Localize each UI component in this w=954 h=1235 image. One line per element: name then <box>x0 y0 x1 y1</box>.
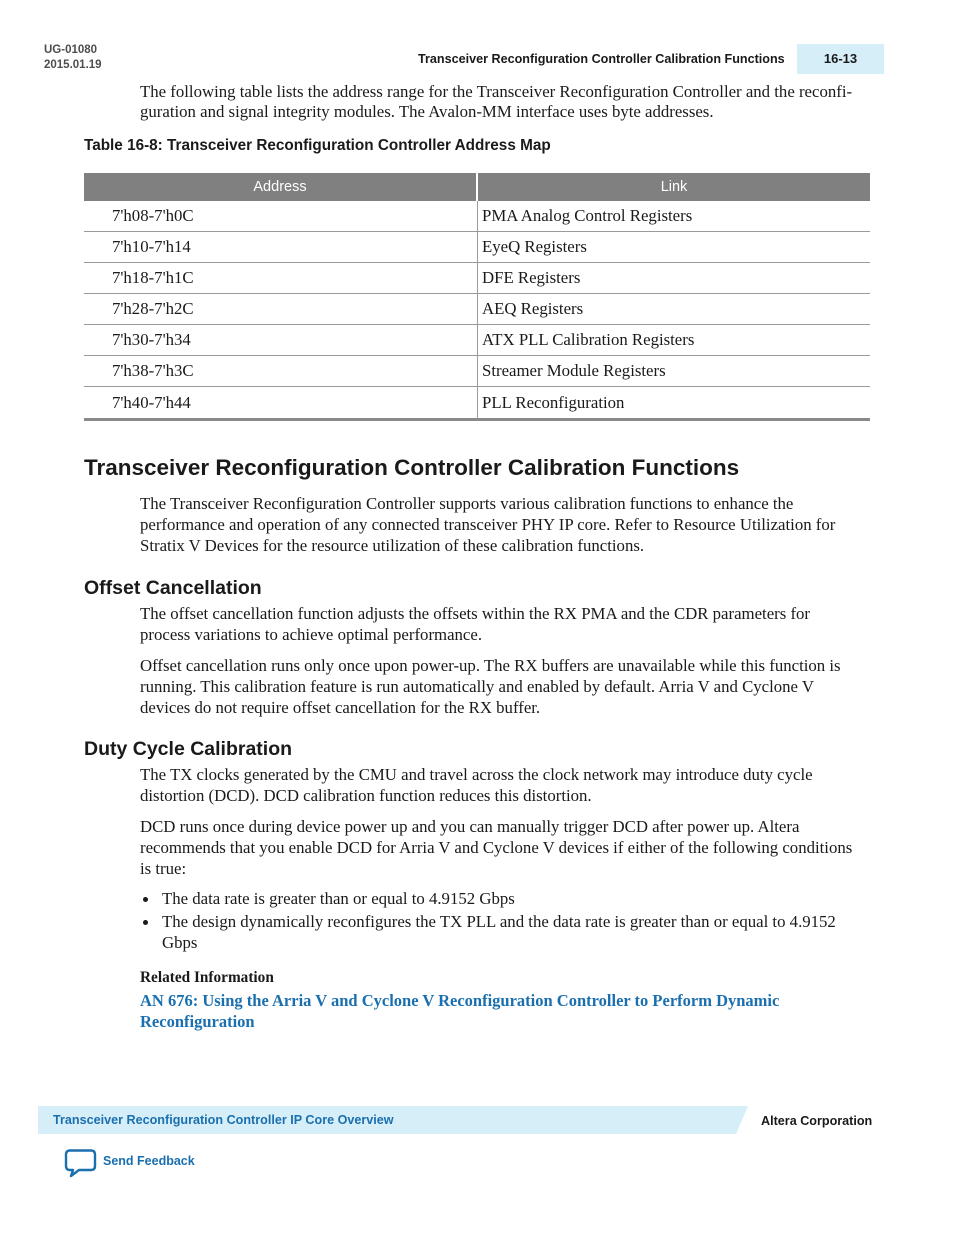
intro-paragraph <box>140 82 852 122</box>
address-map-table <box>84 173 870 421</box>
list-item-text <box>162 889 515 910</box>
doc-date: 2015.01.19 <box>44 59 102 71</box>
list-item-line: The data rate is greater than or equal to 4.9152 Gbps <box>162 889 515 908</box>
related-link-line[interactable]: Reconfiguration <box>140 1012 255 1031</box>
list-item <box>140 889 860 910</box>
paragraph-line: The Transceiver Reconfiguration Controller supports various calibration functions to enhance the <box>140 494 794 513</box>
list-item-text <box>162 912 836 954</box>
address-cell: 7'h08-7'h0C <box>112 206 194 225</box>
send-feedback-link[interactable] <box>64 1148 204 1178</box>
section-heading: Transceiver Reconfiguration Controller Calibration Functions <box>84 455 740 480</box>
section-intro-paragraph <box>140 494 835 556</box>
paragraph-line: devices do not require offset cancellation for the RX buffer. <box>140 697 541 717</box>
table-row <box>84 201 870 232</box>
table-row <box>84 232 870 263</box>
address-cell: 7'h28-7'h2C <box>112 299 194 318</box>
link-cell: AEQ Registers <box>477 294 870 324</box>
paragraph-line: recommends that you enable DCD for Arria V and Cyclone V devices if either of the following conditions <box>140 837 853 857</box>
table-row <box>84 325 870 356</box>
offset-paragraph-1 <box>140 604 810 646</box>
duty-cycle-paragraph-2 <box>140 817 852 879</box>
bullet-marker <box>143 897 148 902</box>
footer-company: Altera Corporation <box>761 1114 873 1128</box>
bullet-marker <box>143 920 148 925</box>
address-cell: 7'h30-7'h34 <box>112 330 191 349</box>
paragraph-line: running. This calibration feature is run automatically and enabled by default. Arria V and Cyclone V <box>140 676 815 696</box>
address-cell: 7'h38-7'h3C <box>112 361 194 380</box>
duty-cycle-heading: Duty Cycle Calibration <box>84 738 293 760</box>
table-row <box>84 294 870 325</box>
related-link-line[interactable]: AN 676: Using the Arria V and Cyclone V Reconfiguration Controller to Perform Dynamic <box>140 991 780 1010</box>
speech-bubble-icon[interactable] <box>64 1148 97 1178</box>
paragraph-line: Offset cancellation runs only once upon power-up. The RX buffers are unavailable while this function is <box>140 656 841 675</box>
column-header-link: Link <box>478 173 870 201</box>
address-cell: 7'h40-7'h44 <box>112 392 191 412</box>
paragraph-line: DCD runs once during device power up and you can manually trigger DCD after power up. Altera <box>140 817 800 836</box>
related-information-label: Related Information <box>140 969 274 986</box>
link-cell: EyeQ Registers <box>477 232 870 262</box>
page-number-badge <box>797 44 884 74</box>
doc-id: UG-01080 <box>44 44 98 56</box>
address-cell: 7'h18-7'h1C <box>112 268 194 287</box>
offset-paragraph-2 <box>140 656 841 718</box>
intro-line: The following table lists the address range for the Transceiver Reconfiguration Controller and the reconfi- <box>140 82 853 101</box>
list-item <box>140 912 860 954</box>
link-cell: Streamer Module Registers <box>477 356 870 386</box>
intro-line: guration and signal integrity modules. The Avalon-MM interface uses byte addresses. <box>140 102 714 121</box>
paragraph-line: Stratix V Devices for the resource utilization of these calibration functions. <box>140 535 645 555</box>
paragraph-line: The offset cancellation function adjusts the offsets within the RX PMA and the CDR parameters for <box>140 604 811 623</box>
related-document-link[interactable] <box>140 990 779 1032</box>
table-row <box>84 356 870 387</box>
table-caption: Table 16-8: Transceiver Reconfiguration Controller Address Map <box>84 137 551 154</box>
table-row <box>84 387 870 421</box>
link-cell: PMA Analog Control Registers <box>477 201 870 231</box>
list-item-line: Gbps <box>162 932 198 952</box>
table-header-row <box>84 173 870 201</box>
paragraph-line: The TX clocks generated by the CMU and travel across the clock network may introduce duty cycle <box>140 765 813 784</box>
address-cell: 7'h10-7'h14 <box>112 237 191 256</box>
send-feedback-label[interactable]: Send Feedback <box>103 1154 195 1168</box>
table-row <box>84 263 870 294</box>
paragraph-line: process variations to achieve optimal performance. <box>140 624 483 644</box>
page-number: 16-13 <box>823 50 858 66</box>
paragraph-line: distortion (DCD). DCD calibration function reduces this distortion. <box>140 785 592 805</box>
link-cell: ATX PLL Calibration Registers <box>477 325 870 355</box>
link-cell: PLL Reconfiguration <box>477 387 870 418</box>
list-item-line: The design dynamically reconfigures the TX PLL and the data rate is greater than or equal to 4.9152 <box>162 912 836 931</box>
paragraph-line: performance and operation of any connected transceiver PHY IP core. Refer to Resource Utilization for <box>140 514 836 534</box>
footer-chapter-link[interactable]: Transceiver Reconfiguration Controller IP Core Overview <box>53 1113 394 1127</box>
paragraph-line: is true: <box>140 858 187 878</box>
duty-cycle-paragraph-1 <box>140 765 813 807</box>
column-header-address: Address <box>84 173 476 201</box>
offset-cancellation-heading: Offset Cancellation <box>84 577 262 599</box>
link-cell: DFE Registers <box>477 263 870 293</box>
running-section-title: Transceiver Reconfiguration Controller Calibration Functions <box>418 52 785 66</box>
